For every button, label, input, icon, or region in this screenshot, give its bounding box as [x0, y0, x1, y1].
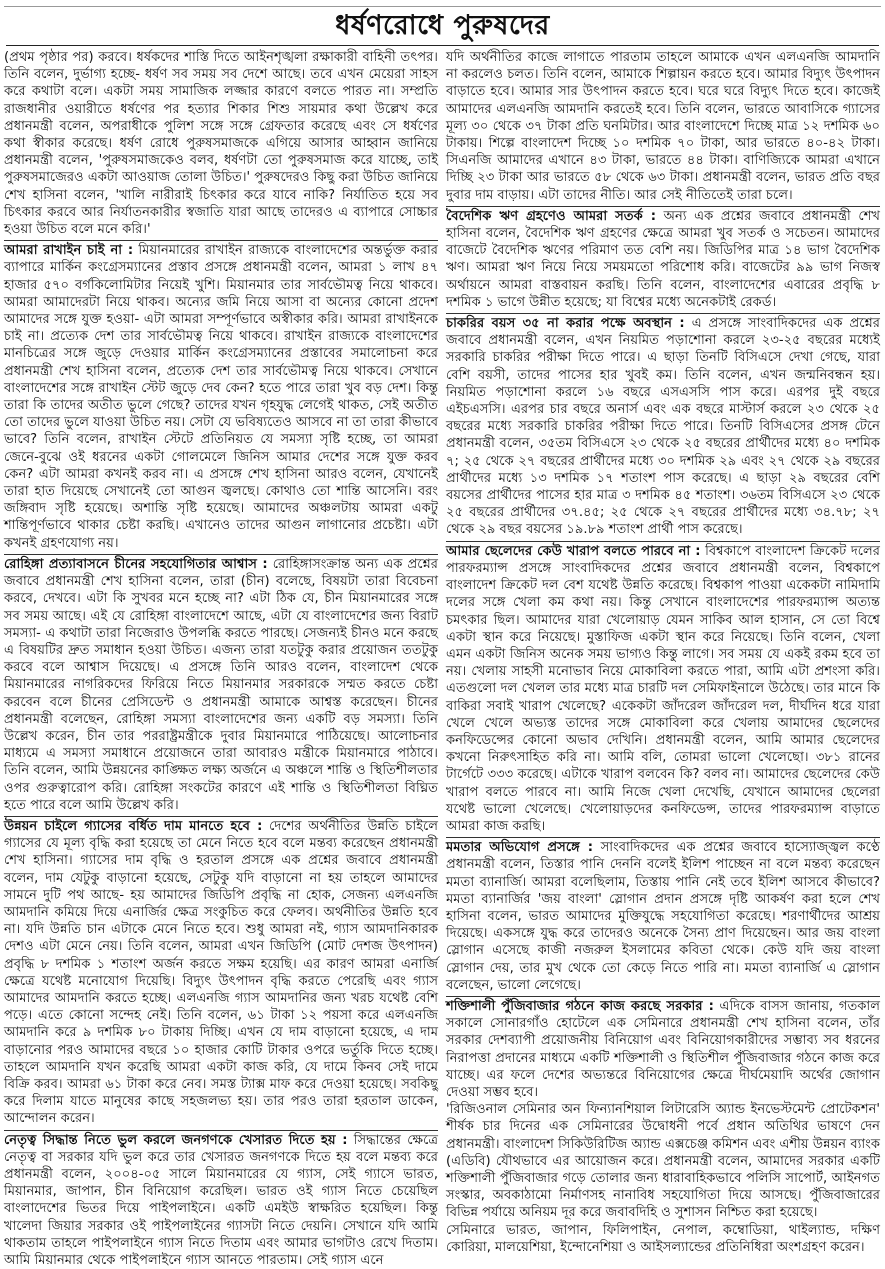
paragraph: [446, 839, 880, 994]
article-body: [4, 49, 881, 1269]
paragraph-text: বিশ্বকাপে বাংলাদেশ ক্রিকেট দলের পারফরম্যান্স প্রসঙ্গে সাংবাদিকদের প্রশ্নের জবাবে প্রধানমন্ত্রী বলেন, বিশ্বকাপে বাংলাদেশ ক্রিকেট দল বেশ যথেষ্ট উন্নতি করেছে। বিশ্বকাপ পাওয়া একেকটা নামিদামি দলের সঙ্গে খেলা কম কথা নয়। কিন্তু সেখানে বাংলাদেশের পারফরম্যান্স অত্যন্ত চমৎকার ছিল। আমাদের যারা খেলোয়াড় যেমন সাকিব আল হাসান, সে তো বিশ্বে একটা স্থান করে নিয়েছে। মুস্তাফিজ একটা স্থান করে নিয়েছে। তিনি বলেন, খেলা এমন একটা জিনিস অনেক সময় ভাগ্যও কিন্তু লাগে। সব সময় যে একই রকম হবে তা নয়। খেলায় সাহসী মনোভাব নিয়ে মোকাবিলা করতে পারা, আমি এটা প্রশংসা করি। এতগুলো দল খেলল তার মধ্যে মাত্র চারটি দল সেমিফাইনালে উঠেছে। তার মানে কি বাকিরা সবাই খারাপ খেলেছে? একেকটা জাঁদরেল জাঁদরেল দল, দীর্ঘদিন ধরে যারা খেলে খেলে অভ্যস্ত তাদের সঙ্গে মোকাবিলা করে খেলায় আমাদের ছেলেদের কনফিডেন্সের কোনো অভাব দেখিনি। প্রধানমন্ত্রী বলেন, আমি আমার ছেলেদের কখনো নিরুৎসাহিত করি না। আমি বলি, তোমরা ভালো খেলেছো। ৩৮১ রানের টার্গেটে ৩৩৩ করেছে। এটাকে খারাপ বলবেন কি? বলব না। আমাদের ছেলেদের কেউ খারাপ বলতে পারবে না। আমি নিজে খেলা দেখেছি, যেখানে আমাদের ছেলেরা যথেষ্ট ভালো খেলেছে। খেলোয়াড়দের কনফিডেন্স, তাদের পারফরম্যান্স বাড়াতে আমরা কাজ করছি।: [446, 543, 880, 834]
subheading: বৈদেশিক ঋণ গ্রহণেও আমরা সতর্ক :: [446, 208, 657, 224]
paragraph-text: এ প্রসঙ্গে সাংবাদিকদের এক প্রশ্নের জবাবে প্রধানমন্ত্রী বলেন, এখন নিয়মিত পড়াশোনা করলে ২৩-২৫ বছরের মধ্যেই সরকারি চাকরির পরীক্ষা দিতে পারে। এ ছাড়া তিনটি বিসিএসে দেখা গেছে, যারা বেশি বয়সী, তাদের পাসের হার খুবই কম। তিনি বলেন, এখন জন্মনিবন্ধন হয়। নিয়মিত পড়াশোনা করলে ১৬ বছরে এসএসসি পাস করে। এরপর দুই বছরে এইচএসসি। এরপর চার বছরে অনার্স এবং এক বছরে মাস্টার্স করলে ২৩ থেকে ২৫ বছরের মধ্যে সরকারি চাকরির পরীক্ষা দিতে পারে। তিনটি বিসিএসের প্রসঙ্গ টেনে প্রধানমন্ত্রী বলেন, ৩৫তম বিসিএসে ২৩ থেকে ২৫ বছরের প্রার্থীদের মধ্যে ৪০ দশমিক ৭; ২৫ থেকে ২৭ বছরের প্রার্থীদের মধ্যে ৩০ দশমিক ২৯ এবং ২৭ থেকে ২৯ বছরের প্রার্থীদের মধ্যে ১৩ দশমিক ১৭ শতাংশ পাস করেছে। এ ছাড়া ২৯ বছরের বেশি বয়সের প্রার্থীদের পাসের হার মাত্র ৩ দশমিক ৪৫ শতাংশ। ৩৬তম বিসিএসে ২৩ থেকে ২৫ বছরের প্রার্থীদের ৩৭.৪৫; ২৫ থেকে ২৭ বছরের প্রার্থীদের মধ্যে ৩৪.৭৮; ২৭ থেকে ২৯ বছর বয়সের ১৯.৮৯ শতাংশ প্রার্থী পাস করেছে।: [446, 316, 881, 538]
paragraph-text: এদিকে বাসস জানায়, গতকাল সকালে সোনারগাঁও হোটেলে এক সেমিনারে প্রধানমন্ত্রী শেখ হাসিনা বলেন, তাঁর সরকার দেশব্যাপী প্রয়োজনীয় বিনিয়োগ এবং বিনিয়োগকারীদের সম্ভাব্য সব ধরনের নিরাপত্তা প্রদানের মাধ্যমে একটি শক্তিশালী ও স্থিতিশীল পুঁজিবাজার গঠনে কাজ করে যাচ্ছে। এর ফলে দেশের অভ্যন্তরে বিনিয়োগের ক্ষেত্রে দীর্ঘমেয়াদি অর্থের জোগান দেওয়া সম্ভব হবে।: [446, 998, 880, 1100]
section-divider: [446, 541, 880, 542]
column-left: [4, 49, 439, 1269]
paragraph: [446, 49, 880, 204]
section-divider: [446, 837, 880, 838]
paragraph: [4, 818, 438, 1128]
section-divider: [446, 996, 880, 997]
subheading: মমতার অভিযোগ প্রসঙ্গে :: [446, 840, 594, 856]
top-strip: [4, 0, 881, 7]
paragraph: [4, 556, 438, 814]
subheading: আমার ছেলেদের কেউ খারাপ বলতে পারবে না :: [446, 543, 701, 559]
column-right: [446, 49, 880, 1259]
paragraph: [446, 543, 880, 835]
paragraph: [446, 998, 880, 1101]
paragraph: [446, 1222, 880, 1256]
section-divider: [4, 240, 438, 241]
paragraph-text: সেমিনারে ভারত, জাপান, ফিলিপাইন, নেপাল, কম্বোডিয়া, থাইল্যান্ড, দক্ষিণ কোরিয়া, মালয়েশিয়া, ইন্দোনেশিয়া ও আইসল্যান্ডের প্রতিনিধিরা অংশগ্রহণ করেন।: [446, 1222, 880, 1255]
paragraph: [4, 1132, 438, 1269]
paragraph-text: দেশের অর্থনীতির উন্নতি চাইলে গ্যাসের যে মূল্য বৃদ্ধি করা হয়েছে তা মেনে নিতে হবে বলে মন্তব্য করেছেন প্রধানমন্ত্রী শেখ হাসিনা। গ্যাসের দাম বৃদ্ধি ও হরতাল প্রসঙ্গে এক প্রশ্নের জবাবে প্রধানমন্ত্রী বলেন, দাম যেটুকু বাড়ানো হয়েছে, সেটুকু যদি বাড়ানো না হয় তাহলে আমাদের সামনে দুটি পথ আছে- হয় আমাদের জিডিপি প্রবৃদ্ধি না হোক, সেজন্য এলএনজি আমদানি কমিয়ে দিয়ে এনার্জির ক্ষেত্র সংকুচিত করে ফেলব। অর্থনীতির উন্নতি হবে না। যদি উন্নতি চান এটাকে মেনে নিতে হবে। শুধু আমরা নই, গ্যাস আমদানিকারক দেশও এটা মেনে নেয়। তিনি বলেন, আমরা এখন জিডিপি (মোট দেশজ উৎপাদন) প্রবৃদ্ধি ৮ দশমিক ১ শতাংশ অর্জন করতে সক্ষম হয়েছি। এর কারণ আমরা এনার্জি ক্ষেত্রে যথেষ্ট মনোযোগ দিয়েছি। বিদ্যুৎ উৎপাদন বৃদ্ধি করতে পেরেছি এবং গ্যাস আমাদের আমদানি করতে হচ্ছে। এলএনজি গ্যাস আমদানির জন্য খরচ যথেষ্ট বেশি পড়ে। এতে কোনো সন্দেহ নেই। তিনি বলেন, ৬১ টাকা ১২ পয়সা করে এলএনজি আমদানি করে ৯ দশমিক ৮০ টাকায় দিচ্ছি। এখন যে দাম বাড়ানো হয়েছে, এ দাম বাড়ানোর পরও আমাদের বছরে ১০ হাজার কোটি টাকার ওপরে ভর্তুকি দিতে হচ্ছে। তাহলে আমদানি যখন করেছি আমরা একটা কাজ করি, যে দামে কিনব সেই দামে বিক্রি করব। আমরা ৬১ টাকা করে নেব। সমস্ত ট্যাক্স মাফ করে দেওয়া হয়েছে। সবকিছু করে দিলাম যাতে মানুষের কাছে সহজলভ্য হয়। তার পরও তারা হরতাল ডাকেন, আন্দোলন করেন।: [4, 818, 438, 1127]
section-divider: [4, 554, 438, 555]
paragraph: [446, 208, 880, 311]
subheading: উন্নয়ন চাইলে গ্যাসের বর্ধিত দাম মানতে হবে :: [4, 818, 263, 834]
paragraph-text: মিয়ানমারের রাখাইন রাজ্যকে বাংলাদেশের অন্তর্ভুক্ত করার ব্যাপারে মার্কিন কংগ্রেসম্যানের প্রস্তাব প্রসঙ্গে প্রধানমন্ত্রী বলেন, আমরা ১ লাখ ৪৭ হাজার ৫৭০ বর্গকিলোমিটার নিয়েই খুশি। মিয়ানমার তার সার্বভৌমত্ব নিয়ে থাকবে। আমরা আমাদেরটা নিয়ে থাকব। অন্যের জমি নিয়ে আসা বা অন্যের কোনো প্রদেশ আমাদের সঙ্গে যুক্ত হওয়া- এটা আমরা সম্পূর্ণভাবে অস্বীকার করি। আমরা রাখাইনকে চাই না। প্রত্যেক দেশ তার সার্বভৌমত্ব নিয়ে থাকবে। রাখাইন রাজ্যকে বাংলাদেশের মানচিত্রের সঙ্গে জুড়ে দেওয়ার মার্কিন কংগ্রেসম্যানের প্রস্তাবের সমালোচনা করে প্রধানমন্ত্রী শেখ হাসিনা বলেন, প্রত্যেক দেশ তার সার্বভৌমত্ব নিয়ে থাকবে। সেখানে বাংলাদেশের সঙ্গে রাখাইন স্টেট জুড়ে দেব কেন? হতে পারে তারা খুব বড় দেশ। কিন্তু তারা কি তাদের অতীত ভুলে গেছে? তাদের যখন গৃহযুদ্ধ লেগেই থাকত, সেই অতীত তো তাদের ভুলে যাওয়া উচিত নয়। সেটা যে ভবিষ্যতেও আসবে না তা তারা কীভাবে ভাবে? তিনি বলেন, রাখাইন স্টেটে প্রতিনিয়ত যে সমস্যা সৃষ্টি হচ্ছে, তা আমরা জেনে-বুঝে ওই ধরনের একটা গোলমেলে জিনিস আমার দেশের সঙ্গে যুক্ত করব কেন? এটা আমরা কখনই করব না। এ প্রসঙ্গে শেখ হাসিনা আরও বলেন, যেখানেই তারা হাত দিয়েছে সেখানেই তো আগুন জ্বলছে। কোথাও তো শান্তি আসেনি। বরং জঙ্গিবাদ সৃষ্টি হয়েছে। অশান্তি সৃষ্টি হয়েছে। আমাদের অঞ্চলটায় আমরা একটু শান্তিপূর্ণভাবে থাকার চেষ্টা করছি। এখানেও তাদের আগুন লাগানোর প্রচেষ্টা। এটা কখনই গ্রহণযোগ্য নয়।: [4, 243, 439, 551]
paragraph: [446, 1101, 880, 1221]
paragraph-text: যদি অর্থনীতির কাজে লাগাতে পারতাম তাহলে আমাকে এখন এলএনজি আমদানি না করলেও চলত। তিনি বলেন, আমাকে শিল্পায়ন করতে হবে। আমার বিদ্যুৎ উৎপাদন বাড়াতে হবে। আমার সার উৎপাদন করতে হবে। ঘরে ঘরে বিদ্যুৎ দিতে হবে। কাজেই আমাদের এলএনজি আমদানি করতেই হবে। তিনি বলেন, ভারতে আবাসিকে গ্যাসের মূল্য ৩০ থেকে ৩৭ টাকা প্রতি ঘনমিটার। আর বাংলাদেশে দিচ্ছে মাত্র ১২ দশমিক ৬০ টাকায়। শিল্পে বাংলাদেশ দিচ্ছে ১০ দশমিক ৭০ টাকা, আর ভারতে ৪০-৪২ টাকা। সিএনজি আমাদের এখানে ৪৩ টাকা, ভারতে ৪৪ টাকা। বাণিজ্যিকে আমরা এখানে দিচ্ছি ২৩ টাকা আর ভারতে ৫৮ থেকে ৬৩ টাকা। প্রধানমন্ত্রী বলেন, ভারত প্রতি বছর দুবার দাম বাড়ায়। এটা তাদের নীতি। আর সেই নীতিতেই তারা চলে।: [446, 50, 880, 203]
subheading: আমরা রাখাইন চাই না :: [4, 243, 134, 259]
subheading: শক্তিশালী পুঁজিবাজার গঠনে কাজ করছে সরকার :: [446, 998, 714, 1014]
subheading: নেতৃত্ব সিদ্ধান্ত নিতে ভুল করলে জনগণকে খেসারত দিতে হয় :: [4, 1132, 348, 1148]
paragraph: [446, 315, 880, 539]
paragraph-text: রোহিঙ্গাসংক্রান্ত অন্য এক প্রশ্নের জবাবে প্রধানমন্ত্রী শেখ হাসিনা বলেন, তারা (চীন) বলেছে, বিষয়টা তারা বিবেচনা করবে, দেখবে। এটা কি সুখবর মনে হচ্ছে না? এটা ঠিক যে, চীন মিয়ানমারের সঙ্গে সব সময় আছে। এই যে রোহিঙ্গা বাংলাদেশে আছে, এটা যে বাংলাদেশের জন্য বিরাট সমস্যা- এ কথাটা তারা নিজেরাও উপলব্ধি করতে পারছে। সেজন্যই চীনও মনে করছে এ বিষয়টির দ্রুত সমাধান হওয়া উচিত। এজন্য তারা যতটুকু করার প্রয়োজন ততটুকু করবে বলে আশ্বাস দিয়েছে। এ প্রসঙ্গে তিনি আরও বলেন, বাংলাদেশ থেকে মিয়ানমারের নাগরিকদের ফিরিয়ে নিতে মিয়ানমার সরকারকে সম্মত করতে চেষ্টা করবেন বলে চীনের প্রেসিডেন্ট ও প্রধানমন্ত্রী আমাকে আশ্বস্ত করেছেন। চীনের প্রধানমন্ত্রী বলেছেন, রোহিঙ্গা সমস্যা বাংলাদেশের জন্য একটি বড় সমস্যা। তিনি উল্লেখ করেন, চীন তার পররাষ্ট্রমন্ত্রীকে দুবার মিয়ানমারে পাঠিয়েছে। আলোচনার মাধ্যমে এ সমস্যা সমাধানে প্রয়োজনে তারা আবারও মন্ত্রীকে মিয়ানমারে পাঠাবে। তিনি বলেন, আমি উন্নয়নের কাঙ্ক্ষিত লক্ষ্য অর্জনে এ অঞ্চলে শান্তি ও স্থিতিশীলতার ওপর গুরুত্বারোপ করি। রোহিঙ্গা সংকটের কারণে এই শান্তি ও স্থিতিশীলতা বিঘ্নিত হতে পারে বলে আমি উল্লেখ করি।: [4, 556, 438, 813]
paragraph-text: সিদ্ধান্তের ক্ষেত্রে নেতৃত্ব বা সরকার যদি ভুল করে তার খেসারত জনগণকে দিতে হয় বলে মন্তব্য করে প্রধানমন্ত্রী বলেন, ২০০৪-০৫ সালে মিয়ানমারের যে গ্যাস, সেই গ্যাসে ভারত, মিয়ানমার, জাপান, চীন বিনিয়োগ করেছিল। ভারত ওই গ্যাস নিতে চেয়েছিল বাংলাদেশের ভিতর দিয়ে পাইপলাইনে। একটি এমইউ স্বাক্ষরিত হয়েছিল। কিন্তু খালেদা জিয়ার সরকার ওই পাইপলাইনের গ্যাসটা নিতে দেয়নি। সেখানে যদি আমি থাকতাম তাহলে পাইপলাইনে গ্যাস নিতে দিতাম এবং আমার ভাগটাও রেখে দিতাম। আমি মিয়ানমার থেকে পাইপলাইনে গ্যাস আনতে পারতাম। সেই গ্যাস এনে: [4, 1132, 439, 1269]
paragraph: [4, 49, 438, 238]
section-divider: [4, 1130, 438, 1131]
paragraph-text: অন্য এক প্রশ্নের জবাবে প্রধানমন্ত্রী শেখ হাসিনা বলেন, বৈদেশিক ঋণ গ্রহণের ক্ষেত্রে আমরা খুব সতর্ক ও সচেতন। আমাদের বাজেটে বৈদেশিক ঋণের পরিমাণ তত বেশি নয়। জিডিপির মাত্র ১৪ ভাগ বৈদেশিক ঋণ। আমরা ঋণ নিয়ে নিয়ে সময়মতো পরিশোধ করি। বাজেটের ৯৯ ভাগ নিজস্ব অর্থায়নে আমরা বাস্তবায়ন করছি। তিনি বলেন, বাংলাদেশের এবারের প্রবৃদ্ধি ৮ দশমিক ১ ভাগে উন্নীত হয়েছে; যা বিশ্বের মধ্যে অনেকটাই রেকর্ড।: [446, 208, 880, 310]
paragraph-text: 'রিজিওনাল সেমিনার অন ফিন্যানশিয়াল লিটারেসি অ্যান্ড ইনভেস্টমেন্ট প্রোটেকশন' শীর্ষক চার দিনের এক সেমিনারের উদ্বোধনী পর্বে প্রধান অতিথির ভাষণে দেন প্রধানমন্ত্রী। বাংলাদেশ সিকিউরিটিজ অ্যান্ড এক্সচেঞ্জ কমিশন এবং এশীয় উন্নয়ন ব্যাংক (এডিবি) যৌথভাবে এর আয়োজন করে। প্রধানমন্ত্রী বলেন, আমাদের সরকার একটি শক্তিশালী পুঁজিবাজার গড়ে তোলার জন্য ধারাবাহিকভাবে পলিসি সাপোর্ট, আইনগত সংস্কার, অবকাঠামো নির্মাণসহ নানাবিধ সহযোগিতা দিয়ে আসছে। পুঁজিবাজারের বিভিন্ন পর্যায়ে অনিয়ম দূর করে জবাবদিহি ও সুশাসন নিশ্চিত করা হয়েছে।: [446, 1102, 880, 1221]
section-divider: [4, 816, 438, 817]
paragraph: [4, 242, 438, 552]
section-divider: [446, 206, 880, 207]
paragraph-text: (প্রথম পৃষ্ঠার পর) করবে। ধর্ষকদের শাস্তি দিতে আইনশৃঙ্খলা রক্ষাকারী বাহিনী তৎপর। তিনি বলেন, দুর্ভাগ্য হচ্ছে- ধর্ষণ সব সময় সব দেশে আছে। তবে এখন মেয়েরা সাহস করে কথাটা বলে। একটা সময় সামাজিক লজ্জার কারণে বলতে পারত না। সম্প্রতি রাজধানীর ওয়ারীতে ধর্ষণের পর হত্যার শিকার শিশু সায়মার কথা উল্লেখ করে প্রধানমন্ত্রী বলেন, অপরাধীকে পুলিশ সঙ্গে সঙ্গে গ্রেফতার করেছে এবং সে ধর্ষণের কথা স্বীকার করেছে। ধর্ষণ রোধে পুরুষসমাজকে এগিয়ে আসার আহ্বান জানিয়ে প্রধানমন্ত্রী বলেন, 'পুরুষসমাজকেও বলব, ধর্ষণটা তো পুরুষসমাজ করে যাচ্ছে, তাই পুরুষসমাজেরও একটা আওয়াজ তোলা উচিত।' পুরুষদেরও কিছু করা উচিত জানিয়ে শেখ হাসিনা বলেন, 'খালি নারীরাই চিৎকার করে যাবে নাকি? নির্যাতিত হয়ে সব চিৎকার করবে আর নির্যাতনকারীর স্বজাতি যারা আছে তাদেরও এ ব্যাপারে সোচ্চার হওয়া উচিত বলে মনে করি।': [4, 50, 439, 238]
headline-rule: [6, 45, 879, 46]
section-divider: [446, 313, 880, 314]
subheading: রোহিঙ্গা প্রত্যাবাসনে চীনের সহযোগিতার আশ্বাস :: [4, 556, 268, 572]
subheading: চাকরির বয়স ৩৫ না করার পক্ষে অবস্থান :: [446, 316, 685, 332]
article-headline: ধর্ষণরোধে পুরুষদের: [335, 10, 550, 41]
paragraph-text: সাংবাদিকদের এক প্রশ্নের জবাবে হাস্যোজ্জ্বল কণ্ঠে প্রধানমন্ত্রী বলেন, তিস্তার পানি দেননি বলেই ইলিশ পাচ্ছেন না বলে মন্তব্য করেছেন মমতা ব্যানার্জি। আমরা বলেছিলাম, তিস্তায় পানি নেই তবে ইলিশ আসবে কীভাবে? মমতা ব্যানার্জির 'জয় বাংলা' স্লোগান প্রদান প্রসঙ্গে দৃষ্টি আকর্ষণ করা হলে শেখ হাসিনা বলেন, ভারত আমাদের মুক্তিযুদ্ধে সহযোগিতা করেছে। শরণার্থীদের আশ্রয় দিয়েছে। একসঙ্গে যুদ্ধ করে তাদেরও অনেকে সৈন্য প্রাণ দিয়েছেন। আর জয় বাংলা স্লোগান এসেছে কাজী নজরুল ইসলামের কবিতা থেকে। কেউ যদি জয় বাংলা স্লোগান দেয়, তার মুখ থেকে তো কেড়ে নিতে পারি না। মমতা ব্যানার্জি এ স্লোগান বলেছেন, ভালো লেগেছে।: [446, 840, 880, 993]
